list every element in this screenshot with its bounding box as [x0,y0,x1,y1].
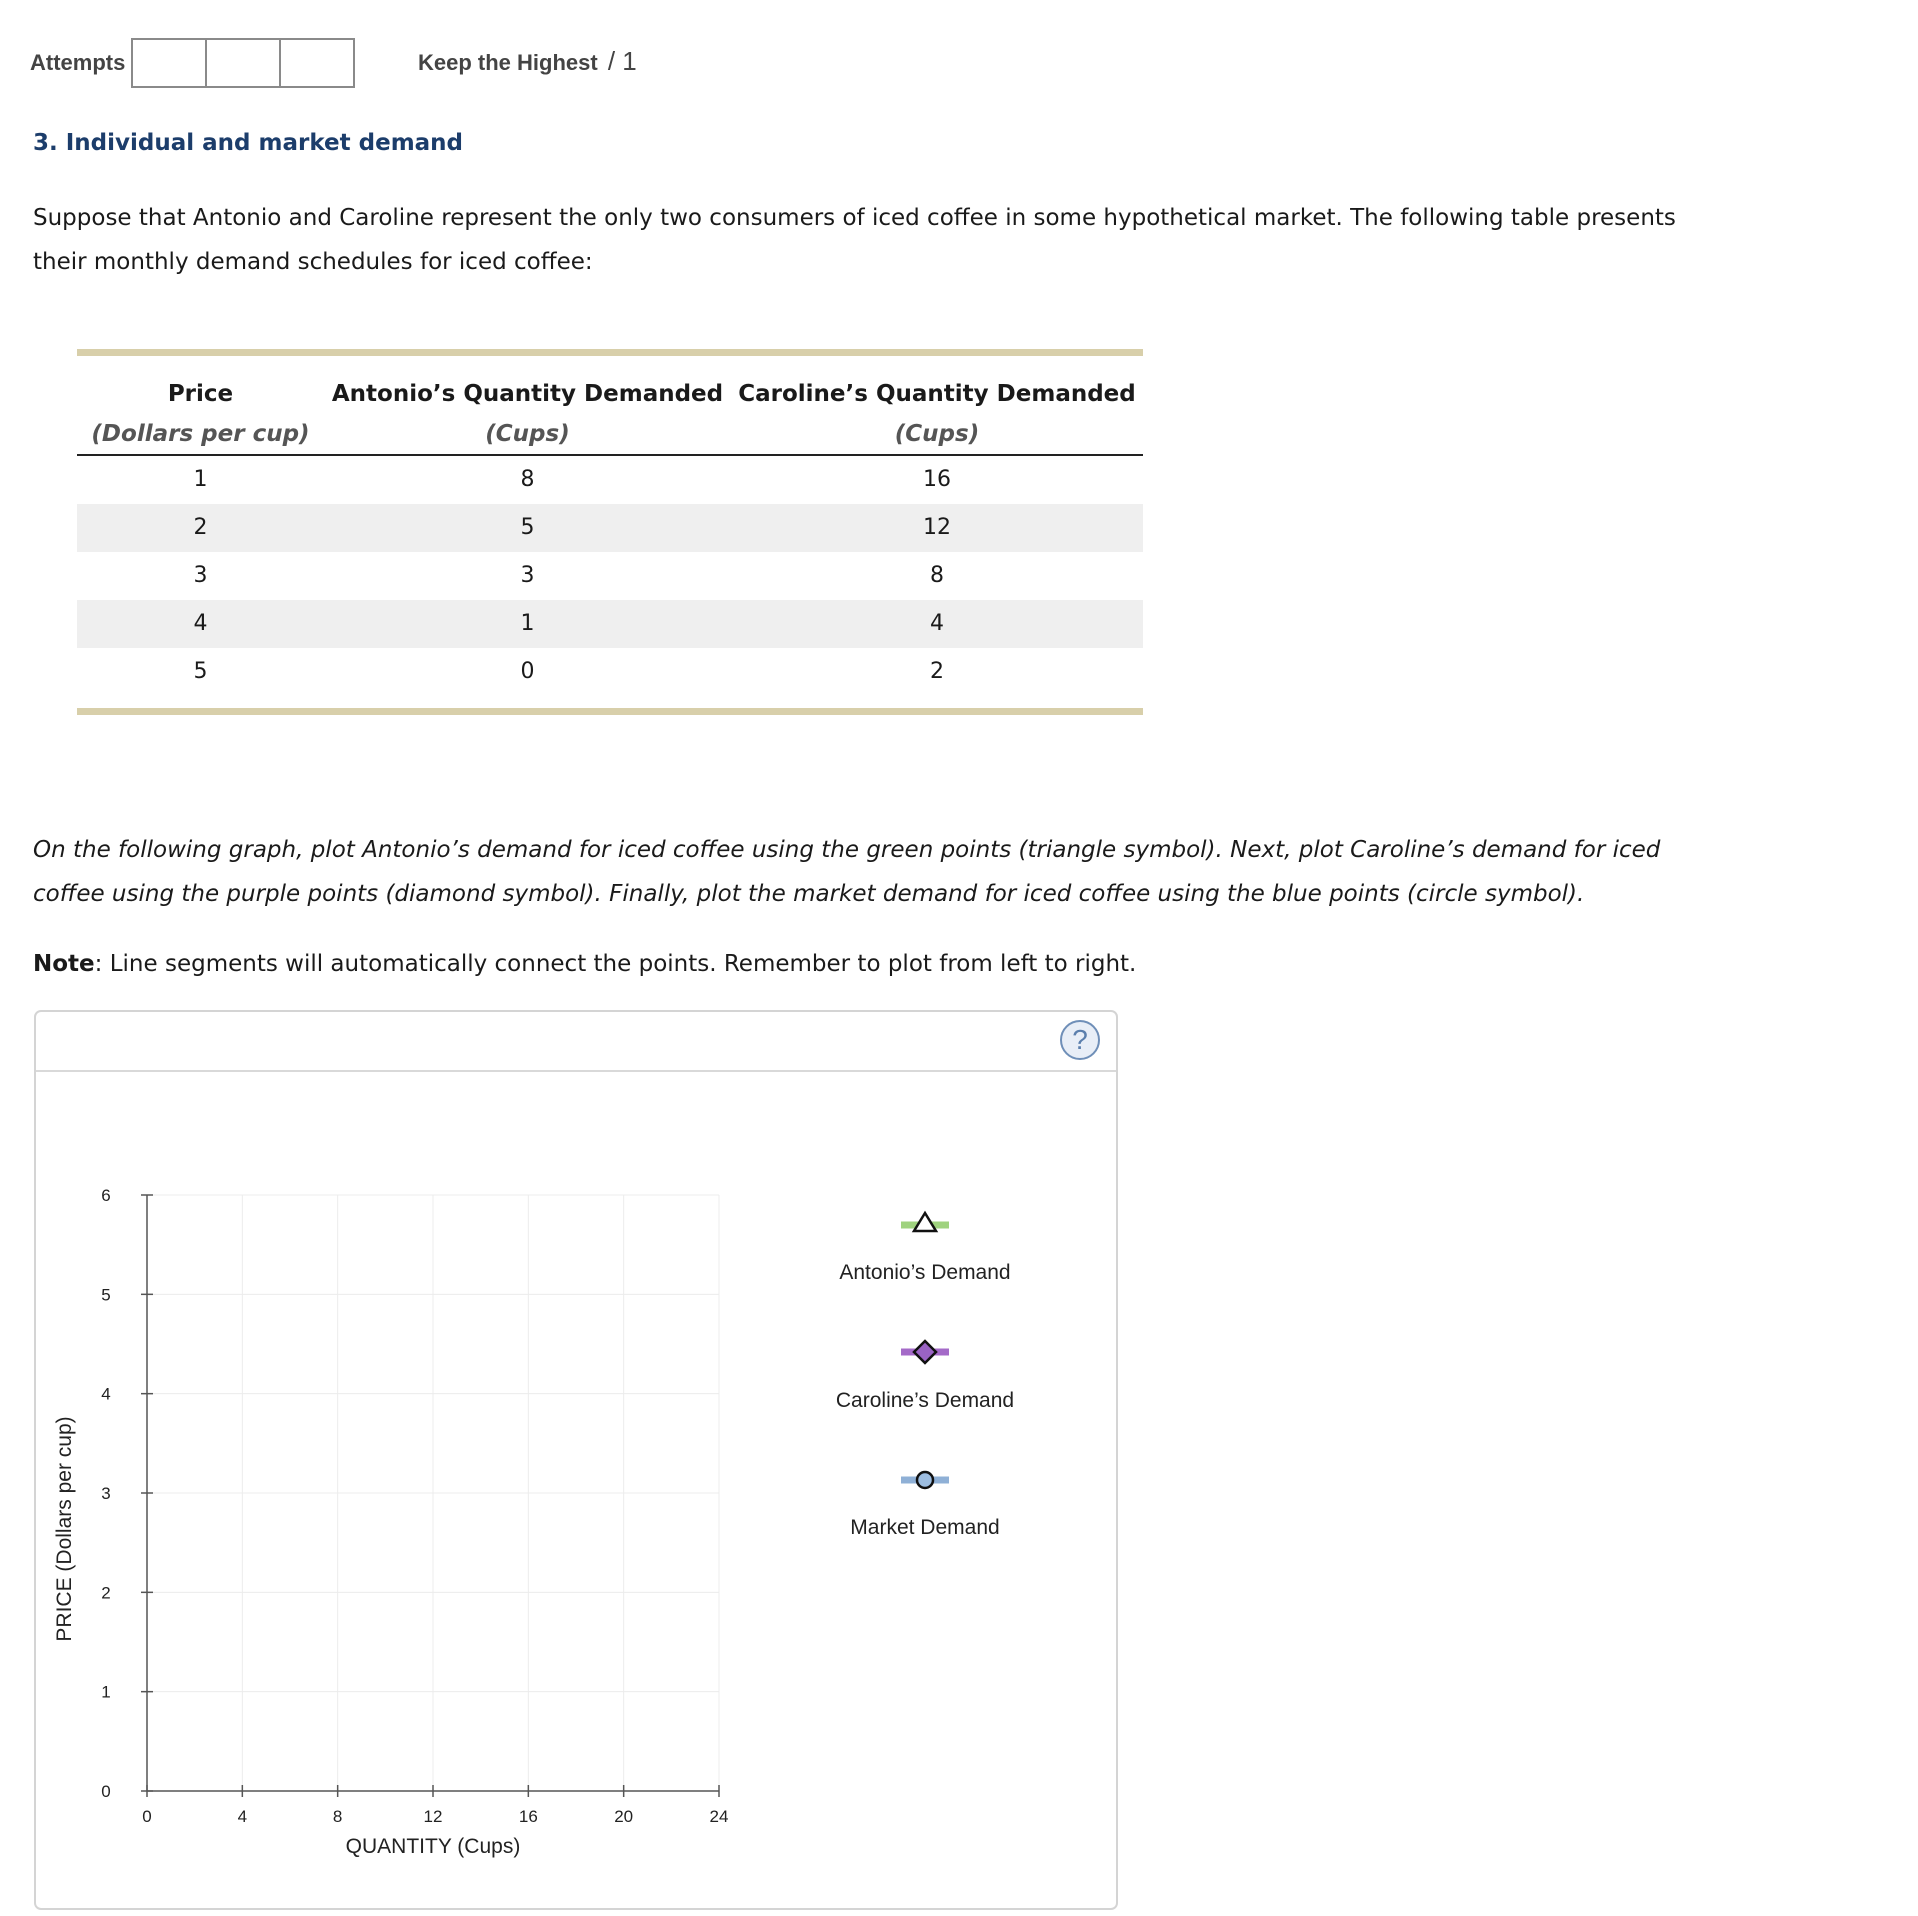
column-title: Antonio’s Quantity Demanded [331,381,724,407]
column-header-antonio [324,374,731,454]
circle-icon [917,1472,933,1488]
graph-panel [34,1010,1118,1910]
x-tick-label: 12 [423,1807,443,1826]
table-row [77,456,1143,504]
caroline-quantity-cell: 8 [930,563,944,588]
demand-chart[interactable] [36,1070,1116,1908]
caroline-quantity-cell: 16 [923,467,951,492]
chart-grid [147,1195,719,1791]
table-row [77,600,1143,648]
y-axis-title: PRICE (Dollars per cup) [53,1416,76,1642]
legend-item-triangle[interactable] [839,1213,1010,1284]
caroline-quantity-cell: 2 [930,659,944,684]
price-cell: 2 [193,515,208,540]
y-tick-label: 3 [101,1484,111,1503]
x-tick-label: 16 [518,1807,538,1826]
column-header-caroline [731,374,1143,454]
demand-schedule-table [77,349,1143,715]
x-tick-label: 4 [237,1807,248,1826]
column-header-price [77,374,324,454]
y-tick-label: 0 [101,1782,111,1801]
legend-label: Antonio’s Demand [839,1261,1011,1284]
table-row [77,648,1143,696]
attempts-label: Attempts [30,50,126,75]
y-tick-label: 1 [101,1682,111,1702]
x-tick-label: 24 [709,1807,729,1826]
column-title: Caroline’s Quantity Demanded [738,381,1136,407]
attempt-box-3[interactable] [281,40,353,86]
legend-label: Caroline’s Demand [835,1389,1015,1412]
column-unit: (Cups) [894,421,980,447]
grading-policy [418,46,637,77]
legend-item-diamond[interactable] [836,1341,1014,1412]
note-label: Note [33,951,95,977]
table-row [77,504,1143,552]
caroline-quantity-cell: 4 [930,611,944,636]
antonio-quantity-cell: 0 [520,659,535,684]
price-cell: 1 [193,467,208,492]
antonio-quantity-cell: 1 [520,611,535,636]
graph-toolbar [36,1012,1116,1072]
x-tick-label: 0 [142,1807,152,1826]
attempt-boxes [131,38,355,88]
price-cell: 4 [193,611,208,636]
table-header [77,356,1143,456]
price-cell: 5 [193,659,208,684]
antonio-quantity-cell: 5 [520,515,535,540]
legend-item-circle[interactable] [850,1472,999,1539]
chart-legend [836,1213,1014,1539]
x-tick-label: 8 [332,1807,343,1826]
table-row [77,552,1143,600]
question-title: 3. Individual and market demand [33,130,464,156]
x-tick-label: 20 [614,1807,634,1826]
score-total: / 1 [607,46,637,76]
antonio-quantity-cell: 3 [520,563,535,588]
y-tick-label: 2 [101,1583,111,1603]
table-bottom-rule [77,708,1143,715]
help-icon[interactable]: ? [1060,1020,1100,1060]
caroline-quantity-cell: 12 [923,515,951,540]
note-text: : Line segments will automatically connect the points. Remember to plot from left to right. [94,951,1137,977]
chart-axes [53,1186,728,1858]
attempt-box-1[interactable] [133,40,207,86]
legend-label: Market Demand [850,1516,1000,1539]
attempt-box-2[interactable] [207,40,281,86]
graph-instructions: On the following graph, plot Antonio’s demand for iced coffee using the green points (triangle symbol). Next, plot Caroline’s demand for iced coffee using the purple points (diamond symbol). Finally, plot the market demand for iced coffee using the blue points (circle symbol). [33,837,1661,907]
column-title: Price [167,381,234,407]
y-tick-label: 5 [101,1285,111,1305]
column-unit: (Cups) [485,421,570,447]
keep-highest-label: Keep the Highest [418,50,598,75]
y-tick-label: 4 [101,1384,111,1404]
question-intro: Suppose that Antonio and Caroline represent the only two consumers of iced coffee in some hypothetical market. The following table presents their monthly demand schedules for iced coffee: [33,205,1676,275]
column-unit: (Dollars per cup) [91,421,310,447]
antonio-quantity-cell: 8 [520,467,535,492]
table-top-rule [77,349,1143,356]
note [33,942,1713,986]
price-cell: 3 [193,563,208,588]
diamond-icon [914,1341,936,1363]
x-axis-title: QUANTITY (Cups) [345,1835,521,1858]
y-tick-label: 6 [101,1186,111,1205]
